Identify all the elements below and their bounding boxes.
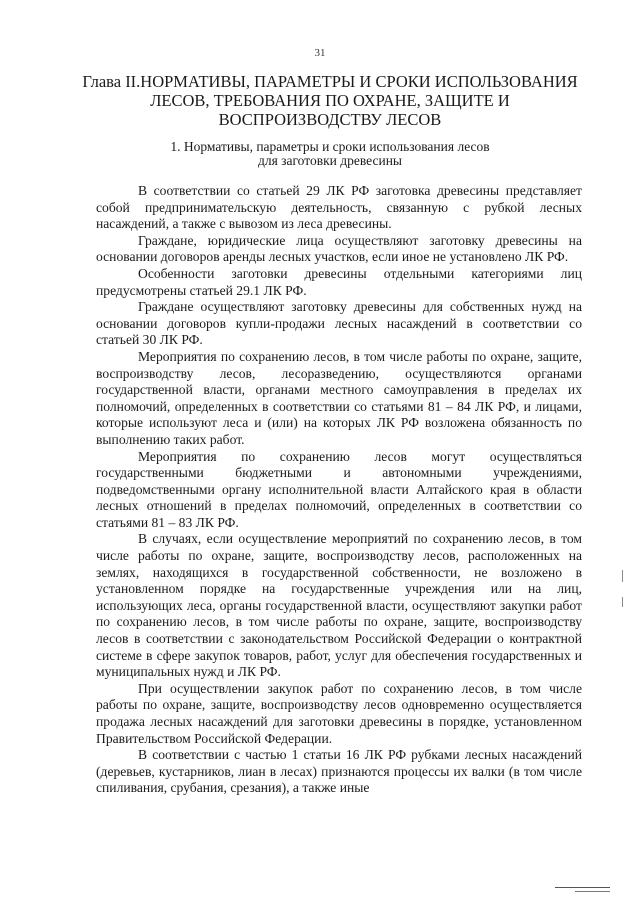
body-text <box>96 183 582 797</box>
paragraph: В соответствии с частью 1 статьи 16 ЛК РФ рубками лесных насаждений (деревьев, кустарников, лиан в лесах) признаются процессы их валки (в том числе спиливания, срубания, срезания), а также иные <box>96 747 582 796</box>
section-title-line-1: 1. Нормативы, параметры и сроки использования лесов <box>170 139 490 154</box>
footer-rule <box>575 891 610 892</box>
paragraph: В соответствии со статьей 29 ЛК РФ заготовка древесины представляет собой предпринимательскую деятельность, связанную с рубкой лесных насаждений, а также с вывозом из леса древесины. <box>96 183 582 232</box>
chapter-title: Глава II.НОРМАТИВЫ, ПАРАМЕТРЫ И СРОКИ ИСПОЛЬЗОВАНИЯ ЛЕСОВ, ТРЕБОВАНИЯ ПО ОХРАНЕ, ЗАЩИТЕ И ВОСПРОИЗВОДСТВУ ЛЕСОВ <box>82 72 578 129</box>
footer-rule <box>555 887 610 888</box>
paragraph: При осуществлении закупок работ по сохранению лесов, в том числе работы по охране, защите, воспроизводству лесов одновременно осуществляется продажа лесных насаждений для заготовки древесины в порядке, установленном Правительством Российской Федерации. <box>96 680 582 746</box>
paragraph: В случаях, если осуществление мероприятий по сохранению лесов, в том числе работы по охране, защите, воспроизводству лесов, расположенных на землях, находящихся в государственной собственности, не возложено в установленном порядке на государственные учреждения или на лиц, использующих леса, органы государственной власти, осуществляют закупки работ по сохранению лесов, в том числе работы по охране, защите, воспроизводству лесов в соответствии с законодательством Российской Федерации о контрактной системе в сфере закупок товаров, работ, услуг для обеспечения государственных и муниципальных нужд и ЛК РФ. <box>96 531 582 680</box>
section-title <box>100 140 560 168</box>
scan-artifact <box>622 570 623 582</box>
paragraph: Граждане, юридические лица осуществляют заготовку древесины на основании договоров аренды лесных участков, если иное не установлено ЛК РФ. <box>96 232 582 265</box>
section-title-line-2: для заготовки древесины <box>257 153 403 168</box>
scan-artifact <box>622 597 623 607</box>
paragraph: Особенности заготовки древесины отдельными категориями лиц предусмотрены статьей 29.1 ЛК РФ. <box>96 265 582 298</box>
page-number: 31 <box>314 47 326 59</box>
paragraph: Мероприятия по сохранению лесов, в том числе работы по охране, защите, воспроизводству лесов, лесоразведению, осуществляются органами государственной власти, органами местного самоуправления в пределах их полномочий, определенных в соответствии со статьями 81 – 84 ЛК РФ, и лицами, которые используют леса и (или) на которых ЛК РФ возложена обязанность по выполнению таких работ. <box>96 348 582 447</box>
paragraph: Мероприятия по сохранению лесов могут осуществляться государственными бюджетными и автономными учреждениями, подведомственными органу исполнительной власти Алтайского края в области лесных отношений в пределах полномочий, определенных в соответствии со статьями 81 – 83 ЛК РФ. <box>96 448 582 530</box>
paragraph: Граждане осуществляют заготовку древесины для собственных нужд на основании договоров купли-продажи лесных насаждений в соответствии со статьей 30 ЛК РФ. <box>96 299 582 348</box>
